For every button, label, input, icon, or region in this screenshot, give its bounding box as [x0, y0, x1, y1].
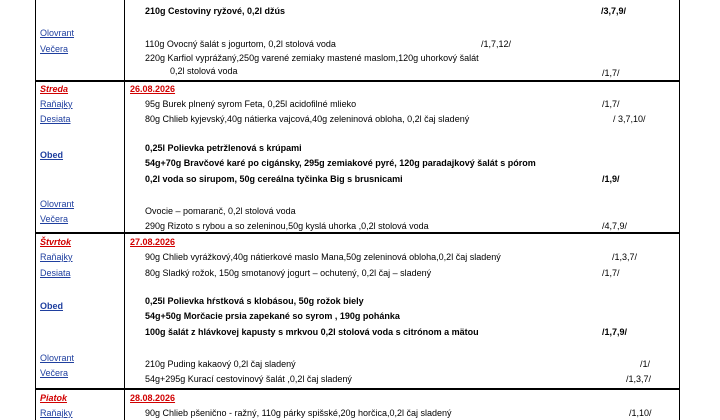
olovrant-label: Olovrant [40, 199, 75, 209]
ranajky-text: 90g Chlieb vyrážkový,40g nátierkové maslo Mana,50g zeleninová obloha,0,2l čaj sladený [145, 252, 501, 262]
vecera-label: Večera [40, 44, 69, 54]
right-border [679, 0, 680, 420]
vecera-text: 290g Rizoto s rybou a so zeleninou,50g kyslá uhorka ,0,2l stolová voda [145, 221, 429, 231]
day-separator [35, 80, 680, 82]
left-border [35, 0, 36, 420]
allergen-code: / 3,7,10/ [613, 114, 646, 124]
day-date: 28.08.2026 [130, 393, 176, 403]
obed-label: Obed [40, 301, 64, 311]
vecera-label: Večera [40, 368, 69, 378]
desiata-text: 80g Sladký rožok, 150g smotanový jogurt – ochutený, 0,2l čaj – sladený [145, 268, 432, 278]
obed-main: 54g+50g Morčacie prsia zapekané so syrom , 190g pohánka [145, 311, 400, 321]
olovrant-text: 110g Ovocný šalát s jogurtom, 0,2l stolová voda [145, 39, 336, 49]
desiata-label: Desiata [40, 114, 71, 124]
allergen-code: /1,9/ [602, 174, 620, 184]
olovrant-text: Ovocie – pomaranč, 0,2l stolová voda [145, 206, 296, 216]
day-name: Streda [40, 84, 69, 94]
day-name: Štvrtok [40, 237, 72, 247]
allergen-code: /3,7,9/ [601, 6, 627, 16]
allergen-code: /4,7,9/ [602, 221, 628, 231]
obed-label: Obed [40, 150, 64, 160]
lunch-main: 210g Cestoviny ryžové, 0,2l džús [145, 6, 286, 16]
obed-side: 100g šalát z hlávkovej kapusty s mrkvou 0,2l stolová voda s citrónom a mätou [145, 327, 479, 337]
vecera-text: 220g Karfiol vyprážaný,250g varené zemiaky mastené maslom,120g uhorkový šalát [145, 53, 479, 63]
obed-main: 54g+70g Bravčové karé po cigánsky, 295g zemiakové pyré, 120g paradajkový šalát s pórom [145, 158, 536, 168]
olovrant-text: 210g Puding kakaový 0,2l čaj sladený [145, 359, 296, 369]
allergen-code: /1,7/ [602, 99, 620, 109]
vecera-label: Večera [40, 214, 69, 224]
vecera-text-line2: 0,2l stolová voda [170, 66, 238, 76]
ranajky-text: 95g Burek plnený syrom Feta, 0,25l acidofilné mlieko [145, 99, 357, 109]
desiata-label: Desiata [40, 268, 71, 278]
day-date: 27.08.2026 [130, 237, 176, 247]
desiata-text: 80g Chlieb kyjevský,40g nátierka vajcová,40g zeleninová obloha, 0,2l čaj sladený [145, 114, 470, 124]
ranajky-text: 90g Chlieb pšenično - ražný, 110g párky spišské,20g horčica,0,2l čaj sladený [145, 408, 452, 418]
obed-side: 0,2l voda so sirupom, 50g cereálna tyčinka Big s brusnicami [145, 174, 403, 184]
allergen-code: /1,3,7/ [612, 252, 638, 262]
ranajky-label: Raňajky [40, 99, 73, 109]
allergen-code: /1,7,12/ [481, 39, 512, 49]
olovrant-label: Olovrant [40, 28, 75, 38]
day-separator [35, 232, 680, 234]
obed-soup: 0,25l Polievka petržlenová s krúpami [145, 143, 302, 153]
day-date: 26.08.2026 [130, 84, 176, 94]
ranajky-label: Raňajky [40, 252, 73, 262]
column-divider [124, 0, 125, 420]
allergen-code: /1/ [640, 359, 651, 369]
vecera-text: 54g+295g Kurací cestovinový šalát ,0,2l čaj sladený [145, 374, 352, 384]
allergen-code: /1,7/ [602, 268, 620, 278]
ranajky-label: Raňajky [40, 408, 73, 418]
obed-soup: 0,25l Polievka hŕstková s klobásou, 50g rožok biely [145, 296, 364, 306]
allergen-code: /1,7,9/ [602, 327, 628, 337]
allergen-code: /1,3,7/ [626, 374, 652, 384]
allergen-code: /1,7/ [602, 68, 620, 78]
menu-sheet [35, 0, 680, 420]
day-separator [35, 388, 680, 390]
day-name: Piatok [40, 393, 68, 403]
olovrant-label: Olovrant [40, 353, 75, 363]
allergen-code: /1,10/ [629, 408, 652, 418]
